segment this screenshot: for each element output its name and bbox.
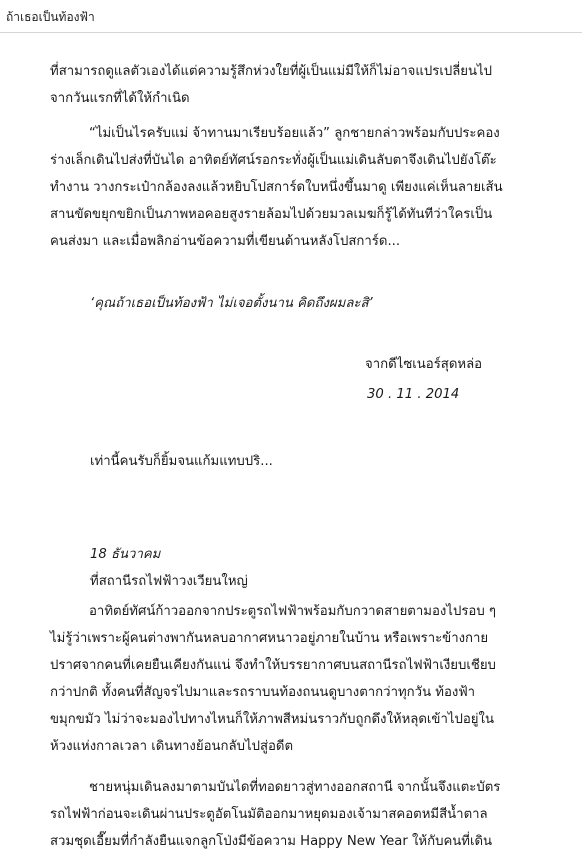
document-title: ถ้าเธอเป็นท้องฟ้า — [6, 10, 95, 24]
paragraph-1 — [50, 58, 492, 112]
paragraph-2 — [50, 120, 503, 255]
signature-date: 30 . 11 . 2014 — [367, 387, 460, 402]
paragraph-line: “ไม่เป็นไรครับแม่ จ้าทานมาเรียบร้อยแล้ว” ลูกชายกล่าวพร้อมกับประคอง — [89, 126, 500, 141]
paragraph-line: สานขัดขยุกขยิกเป็นภาพหอคอยสูงรายล้อมไปด้วยมวลเมฆก็รู้ได้ทันทีว่าใครเป็น — [50, 207, 493, 222]
paragraph-line: ทำงาน วางกระเป๋ากล้องลงแล้วหยิบโปสการ์ดใบหนึ่งขึ้นมาดู เพียงแค่เห็นลายเส้น — [50, 180, 503, 195]
paragraph-line: ไม่รู้ว่าเพราะผู้คนต่างพากันหลบอากาศหนาวอยู่ภายในบ้าน หรือเพราะข้างกาย — [50, 631, 489, 646]
after-note: เท่านี้คนรับก็ยิ้มจนแก้มแทบปริ... — [90, 454, 273, 469]
paragraph-line: จากวันแรกที่ได้ให้กำเนิด — [50, 91, 190, 106]
paragraph-3 — [50, 598, 496, 760]
paragraph-line: คนส่งมา และเมื่อพลิกอ่านข้อความที่เขียนด้านหลังโปสการ์ด... — [50, 234, 401, 249]
paragraph-line: อาทิตย์ทัศน์ก้าวออกจากประตูรถไฟฟ้าพร้อมกับกวาดสายตามองไปรอบ ๆ — [89, 604, 496, 619]
scene-place: ที่สถานีรถไฟฟ้าวงเวียนใหญ่ — [90, 574, 248, 589]
signature-from: จากดีไซเนอร์สุดหล่อ — [365, 357, 483, 372]
paragraph-line: ร่างเล็กเดินไปส่งที่บันได อาทิตย์ทัศน์รอกระทั่งผู้เป็นแม่เดินลับตาจึงเดินไปยังโต๊ะ — [50, 153, 497, 168]
paragraph-line: ที่สามารถดูแลตัวเองได้แต่ความรู้สึกห่วงใยที่ผู้เป็นแม่มีให้ก็ไม่อาจแปรเปลี่ยนไป — [50, 64, 493, 79]
scene-date: 18 ธันวาคม — [90, 547, 161, 562]
header-divider — [0, 32, 582, 33]
paragraph-line: ชายหนุ่มเดินลงมาตามบันไดที่ทอดยาวสู่ทางออกสถานี จากนั้นจึงแตะบัตร — [89, 780, 501, 795]
paragraph-line: กว่าปกติ ทั้งคนที่สัญจรไปมาและรถราบนท้องถนนดูบางตากว่าทุกวัน ท้องฟ้า — [50, 685, 476, 700]
paragraph-4 — [50, 774, 500, 855]
paragraph-line: ปราศจากคนที่เคยยืนเคียงกันแน่ จึงทำให้บรรยากาศบนสถานีรถไฟฟ้าเงียบเชียบ — [50, 658, 496, 673]
paragraph-line: ขมุกขมัว ไม่ว่าจะมองไปทางไหนก็ให้ภาพสีหม่นราวกับถูกดึงให้หลุดเข้าไปอยู่ใน — [50, 712, 494, 727]
paragraph-line: ห้วงแห่งกาลเวลา เดินทางย้อนกลับไปสู่อดีต — [50, 739, 294, 754]
paragraph-line: สวมชุดเอี๊ยมที่กำลังยืนแจกลูกโป่งมีข้อความ Happy New Year ให้กับคนที่เดิน — [50, 834, 493, 849]
paragraph-line: รถไฟฟ้าก่อนจะเดินผ่านประตูอัตโนมัติออกมาหยุดมองเจ้ามาสคอตหมีสีน้ำตาล — [50, 807, 488, 822]
postcard-quote: ‘คุณถ้าเธอเป็นท้องฟ้า ไม่เจอตั้งนาน คิดถึงผมละสิ’ — [90, 296, 373, 311]
